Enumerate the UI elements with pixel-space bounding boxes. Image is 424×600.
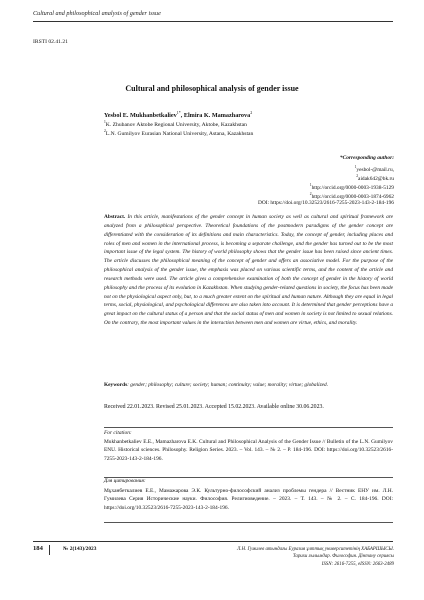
journal-name: Л.Н. Гумилев атындағы Еуразия ұлттық университетінің ХАБАРШЫСЫ. — [236, 547, 394, 552]
citation-divider — [104, 427, 393, 428]
running-title: Cultural and philosophical analysis of gender issue — [33, 10, 161, 17]
author-name: Yesbol E. Mukhanbetkaliev — [104, 112, 177, 120]
article-title: Cultural and philosophical analysis of gender issue — [125, 84, 299, 93]
affiliation-mark: 2 — [104, 129, 106, 133]
citation-text: Mukhanbetkaliev E.E., Mamazharova E.K. Cultural and Philosophical Analysis of the Gender Issue // Bulletin of the L.N. Gumilyov ENU. Historical sciences. Philosophy. Religion Series. 2023. – Vol. 143. – № 2. – P. 184-196. DOI: https://doi.org/10.32523/2616-7255-2023-143-2-184-196. — [104, 439, 393, 462]
author-name: Elmira K. Mamazharova — [183, 112, 251, 120]
author-affiliation-mark: 2 — [250, 110, 253, 115]
journal-info — [194, 546, 394, 568]
affiliation-text: K. Zhubanov Aktobe Regional University, Aktobe, Kazakhstan — [105, 121, 247, 128]
irsti-code: IRSTI 02.41.21 — [33, 39, 68, 45]
keywords-label: Keywords — [104, 382, 128, 388]
orcid-mark: 2 — [309, 192, 312, 196]
keywords-text: : gender; philosophy; culture; society; human; continuity; value; morality; virtue; globalized. — [127, 382, 329, 388]
affiliation-mark: 1 — [104, 120, 106, 124]
citation-divider — [104, 477, 393, 478]
abstract-text: In this article, manifestations of the gender concept in human society as well as cultural and spiritual framework are analyzed from a philosophical perspective. Theoretical foundations of the postmodern paradigms of the gender concept are differentiated with the consideration of its definitions and main characteristics. Today, the concept of gender, including places and roles of men and women in the international process, is becoming a separate challenge, and the gender has turned out to be the most important issue of the legal system. The history of world philosophy shows that the gender issue has been raised since ancient times. The article discusses the philosophical meaning of the concept of gender and offers an associative model. For the purpose of the philosophical analysis of the gender issue, the emphasis was placed on various scientific terms, and the content of the article and research methods were used. The article gives a comprehensive examination of both the concept of gender in the history of world philosophy and the process of its evolution in Kazakhstan. When studying gender-related questions in society, the focus has been made not on the physiological aspect only, but, to a much greater extent on the spiritual and human nature. Although they are equal in legal terms, social, physiological, and psychological differences are also taken into account. It is determined that gender perceptions have a great impact on the cultural status of a person and that the social status of men and women in society is not limited to sexual relations. On the contrary, the most important values in the interaction between men and women are virtue, ethics, and morality. — [104, 214, 393, 327]
page-number: 184 — [33, 545, 50, 555]
author-list — [104, 110, 252, 119]
email-address[interactable]: yesbol-@mail.ru, — [356, 166, 394, 173]
orcid-link[interactable]: http://orcid.org/0000-0003-1938-5129 — [311, 184, 394, 191]
affiliation-text: L.N. Gumilyov Eurasian National University, Astana, Kazakhstan — [105, 130, 254, 137]
email-mark: 2 — [356, 174, 359, 178]
header-divider — [33, 21, 393, 22]
citation-label-ru: Для цитирования: — [104, 478, 146, 484]
journal-series: Тарихи ғылымдар. Философия. Дінтану сериясы — [292, 554, 394, 560]
publication-dates: Received 22.01.2023. Revised 25.01.2023. Accepted 15.02.2023. Available online 30.06.2023. — [104, 404, 324, 410]
email-mark: 1 — [354, 165, 357, 169]
author-separator: , — [180, 112, 184, 120]
affiliation — [104, 129, 253, 137]
citation-text-ru: Мұханбеткалиев Е.Е., Мамажарова Э.К. Культурно-философский анализ проблемы гендера // Вестник ЕНУ им. Л.Н. Гумилева Серия Исторические науки. Философия. Религиоведение. – 2023. – Т. 143. – № 2. – С. 184-196. DOI: https://doi.org/10.32523/2616-7255-2023-143-2-184-196. — [104, 488, 393, 511]
corresponding-author-label: *Corresponding author: — [339, 155, 394, 161]
abstract-label: Abstract. — [104, 214, 126, 220]
abstract — [104, 213, 393, 328]
issue-number: № 2(143)/2023 — [63, 546, 97, 552]
citation-divider — [104, 522, 393, 523]
orcid-mark: 1 — [309, 183, 312, 187]
author-affiliation-mark: 1* — [176, 110, 181, 115]
keywords — [104, 381, 393, 390]
doi-link[interactable]: DOI: https://doi.org/10.32523/2616-7255-2023-143-2-184-196 — [257, 200, 394, 206]
journal-issn: ISSN: 2616-7255, eISSN: 2663-2489 — [321, 561, 394, 567]
orcid-link[interactable]: http://orcid.org/0000-0003-1874-6962 — [311, 193, 394, 200]
affiliation — [104, 120, 247, 128]
footer-divider — [33, 541, 393, 542]
citation-label: For citation: — [104, 430, 132, 436]
email-address[interactable]: aidak642@bk.ru — [358, 175, 394, 182]
